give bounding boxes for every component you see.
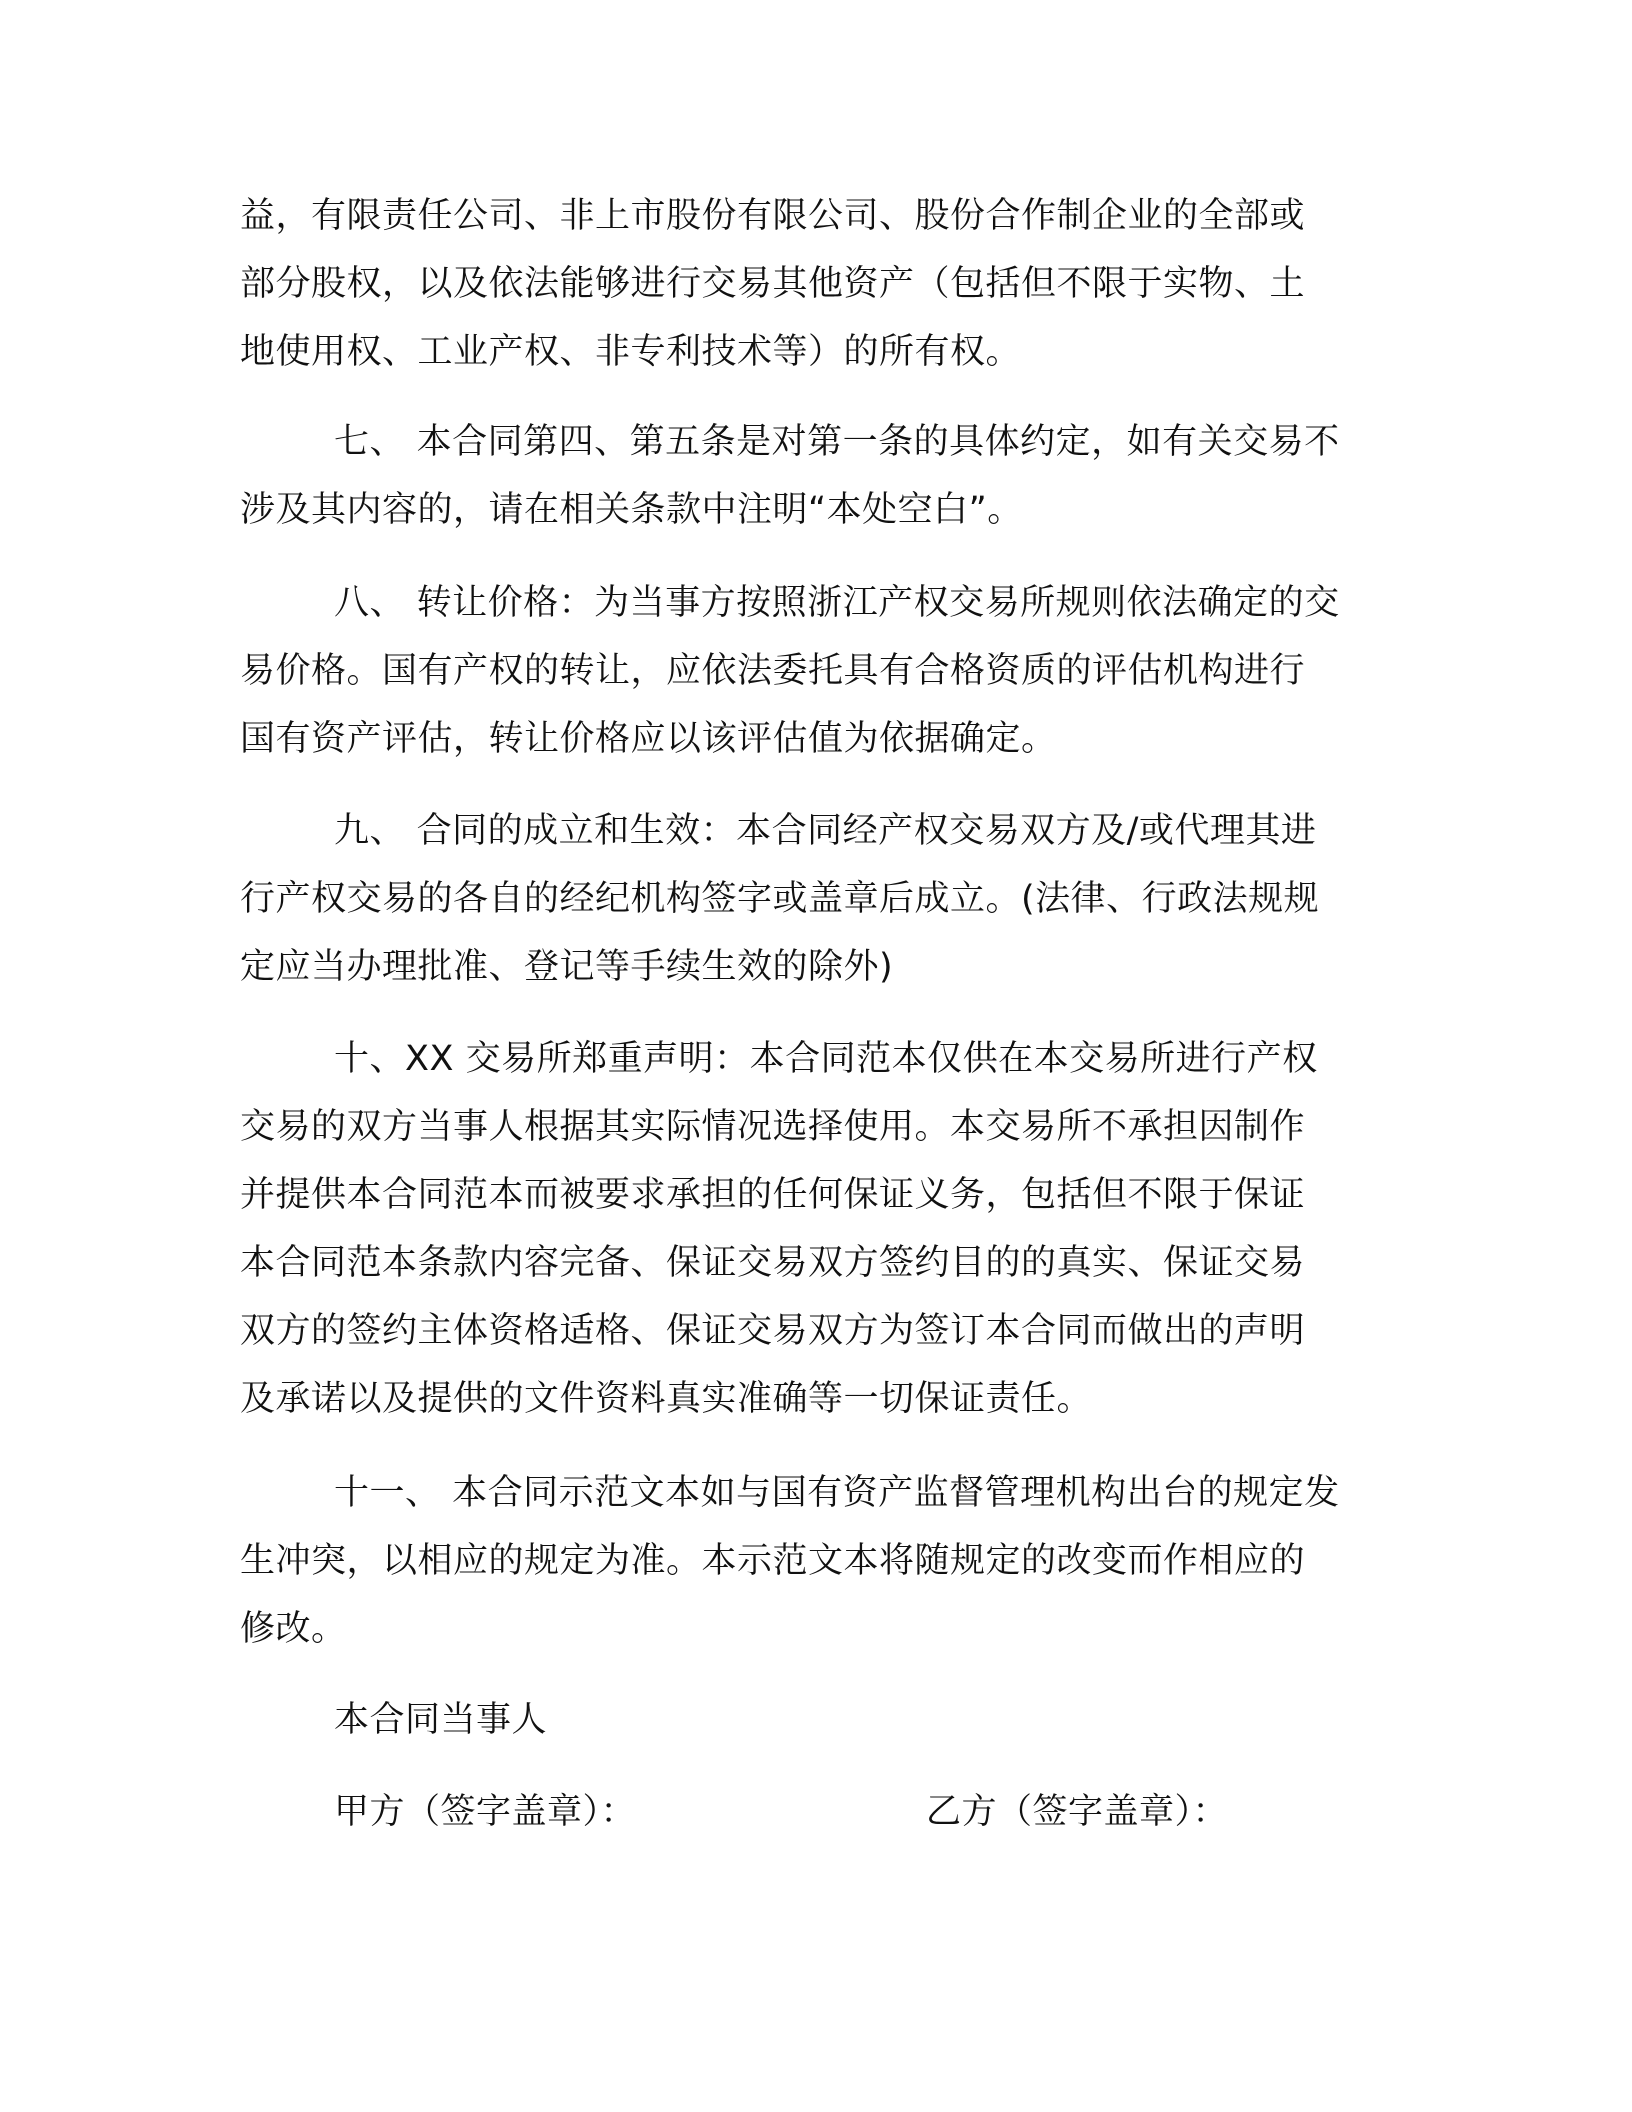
paragraph-line: 国有资产评估，转让价格应以该评估值为依据确定。 bbox=[240, 719, 1057, 759]
party-b-signature-label: 乙方（签字盖章）： bbox=[926, 1792, 1229, 1832]
paragraph-line: 并提供本合同范本而被要求承担的任何保证义务，包括但不限于保证 bbox=[240, 1175, 1306, 1215]
paragraph-line: 本合同范本条款内容完备、保证交易双方签约目的的真实、保证交易 bbox=[240, 1243, 1306, 1283]
paragraph-line: 易价格。国有产权的转让，应依法委托具有合格资质的评估机构进行 bbox=[240, 651, 1306, 691]
clause-8-paragraph bbox=[240, 569, 1402, 773]
clause-7-paragraph bbox=[240, 408, 1402, 544]
paragraph-line: 八、 转让价格：为当事方按照浙江产权交易所规则依法确定的交 bbox=[334, 583, 1340, 623]
paragraph-line: 十一、 本合同示范文本如与国有资产监督管理机构出台的规定发 bbox=[334, 1473, 1340, 1513]
paragraph-line: 行产权交易的各自的经纪机构签字或盖章后成立。(法律、行政法规规 bbox=[240, 879, 1320, 919]
paragraph-line: 七、 本合同第四、第五条是对第一条的具体约定，如有关交易不 bbox=[334, 422, 1340, 462]
paragraph-line: 九、 合同的成立和生效：本合同经产权交易双方及/或代理其进 bbox=[334, 811, 1317, 851]
paragraph-line: 十、XX 交易所郑重声明：本合同范本仅供在本交易所进行产权 bbox=[334, 1039, 1318, 1079]
paragraph-line: 部分股权，以及依法能够进行交易其他资产（包括但不限于实物、土 bbox=[240, 264, 1306, 304]
paragraph-line: 生冲突，以相应的规定为准。本示范文本将随规定的改变而作相应的 bbox=[240, 1541, 1306, 1581]
clause-9-paragraph bbox=[240, 797, 1402, 1001]
continuation-paragraph bbox=[240, 182, 1402, 386]
paragraph-line: 地使用权、工业产权、非专利技术等）的所有权。 bbox=[240, 332, 1022, 372]
paragraph-line: 定应当办理批准、登记等手续生效的除外) bbox=[240, 947, 894, 987]
paragraph-line: 及承诺以及提供的文件资料真实准确等一切保证责任。 bbox=[240, 1379, 1093, 1419]
party-a-signature-label: 甲方（签字盖章）： bbox=[334, 1792, 637, 1832]
paragraph-line: 交易的双方当事人根据其实际情况选择使用。本交易所不承担因制作 bbox=[240, 1107, 1306, 1147]
paragraph-line: 益，有限责任公司、非上市股份有限公司、股份合作制企业的全部或 bbox=[240, 196, 1306, 236]
paragraph-line: 涉及其内容的，请在相关条款中注明“本处空白”。 bbox=[240, 490, 1023, 530]
parties-heading: 本合同当事人 bbox=[334, 1700, 548, 1740]
paragraph-line: 双方的签约主体资格适格、保证交易双方为签订本合同而做出的声明 bbox=[240, 1311, 1306, 1351]
clause-10-paragraph bbox=[240, 1025, 1402, 1433]
clause-11-paragraph bbox=[240, 1459, 1402, 1663]
paragraph-line: 修改。 bbox=[240, 1609, 347, 1649]
